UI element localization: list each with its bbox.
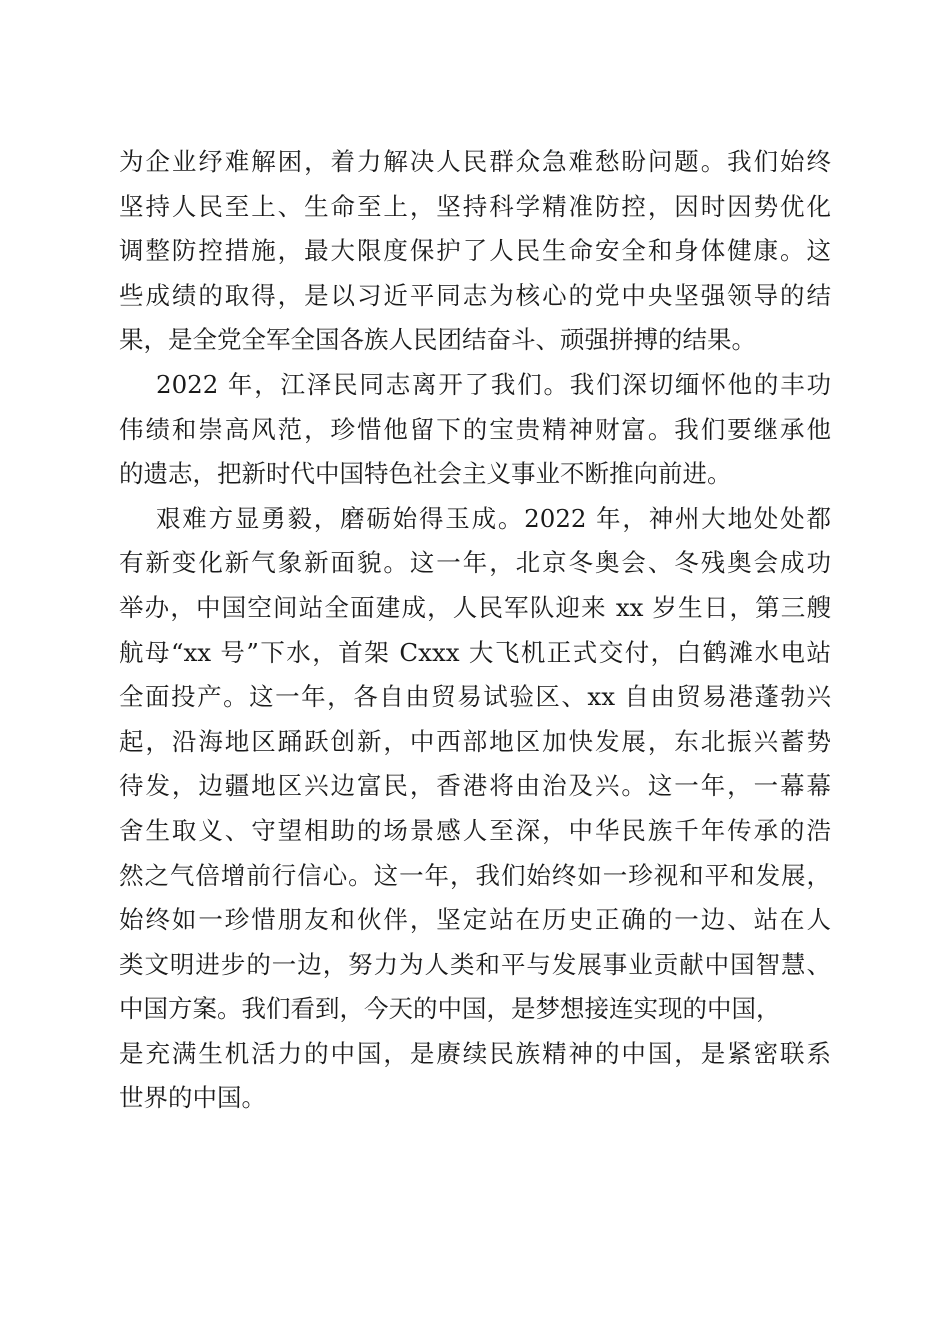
text-line: 全面投产。这一年，各自由贸易试验区、xx 自由贸易港蓬勃兴 — [119, 682, 831, 712]
text-line: 中国方案。我们看到，今天的中国，是梦想接连实现的中国， — [119, 994, 781, 1024]
text-line: 舍生取义、守望相助的场景感人至深，中华民族千年传承的浩 — [119, 815, 831, 845]
text-line: 坚持人民至上、生命至上，坚持科学精准防控，因时因势优化 — [119, 191, 831, 221]
text-line: 是充满生机活力的中国，是赓续民族精神的中国，是紧密联系 — [119, 1038, 831, 1068]
text-line: 有新变化新气象新面貌。这一年，北京冬奥会、冬残奥会成功 — [119, 548, 831, 578]
text-line: 始终如一珍惜朋友和伙伴，坚定站在历史正确的一边、站在人 — [119, 905, 831, 935]
text-line: 类文明进步的一边，努力为人类和平与发展事业贡献中国智慧、 — [119, 949, 831, 979]
text-line: 果，是全党全军全国各族人民团结奋斗、顽强拼搏的结果。 — [119, 325, 756, 355]
text-line: 起，沿海地区踊跃创新，中西部地区加快发展，东北振兴蓄势 — [119, 726, 831, 756]
text-line: 为企业纾难解困，着力解决人民群众急难愁盼问题。我们始终 — [119, 147, 831, 176]
paragraph-3 — [119, 497, 831, 1121]
text-line: 艰难方显勇毅，磨砺始得玉成。2022 年，神州大地处处都 — [156, 503, 831, 533]
paragraph-2 — [119, 363, 831, 497]
text-line: 世界的中国。 — [119, 1083, 266, 1113]
text-line: 些成绩的取得，是以习近平同志为核心的党中央坚强领导的结 — [119, 280, 831, 310]
text-line: 然之气倍增前行信心。这一年，我们始终如一珍视和平和发展， — [119, 860, 831, 890]
text-line: 待发，边疆地区兴边富民，香港将由治及兴。这一年，一幕幕 — [119, 771, 831, 801]
text-line: 调整防控措施，最大限度保护了人民生命安全和身体健康。这 — [119, 236, 831, 266]
body-text — [119, 140, 831, 1121]
text-line: 举办，中国空间站全面建成，人民军队迎来 xx 岁生日，第三艘 — [119, 592, 831, 622]
paragraph-1 — [119, 140, 831, 363]
text-line: 航母“xx 号”下水，首架 Cxxx 大飞机正式交付，白鹤滩水电站 — [119, 637, 831, 667]
text-line: 的遗志，把新时代中国特色社会主义事业不断推向前进。 — [119, 459, 732, 489]
text-line: 2022 年，江泽民同志离开了我们。我们深切缅怀他的丰功 — [156, 369, 831, 399]
text-line: 伟绩和崇高风范，珍惜他留下的宝贵精神财富。我们要继承他 — [119, 414, 831, 444]
